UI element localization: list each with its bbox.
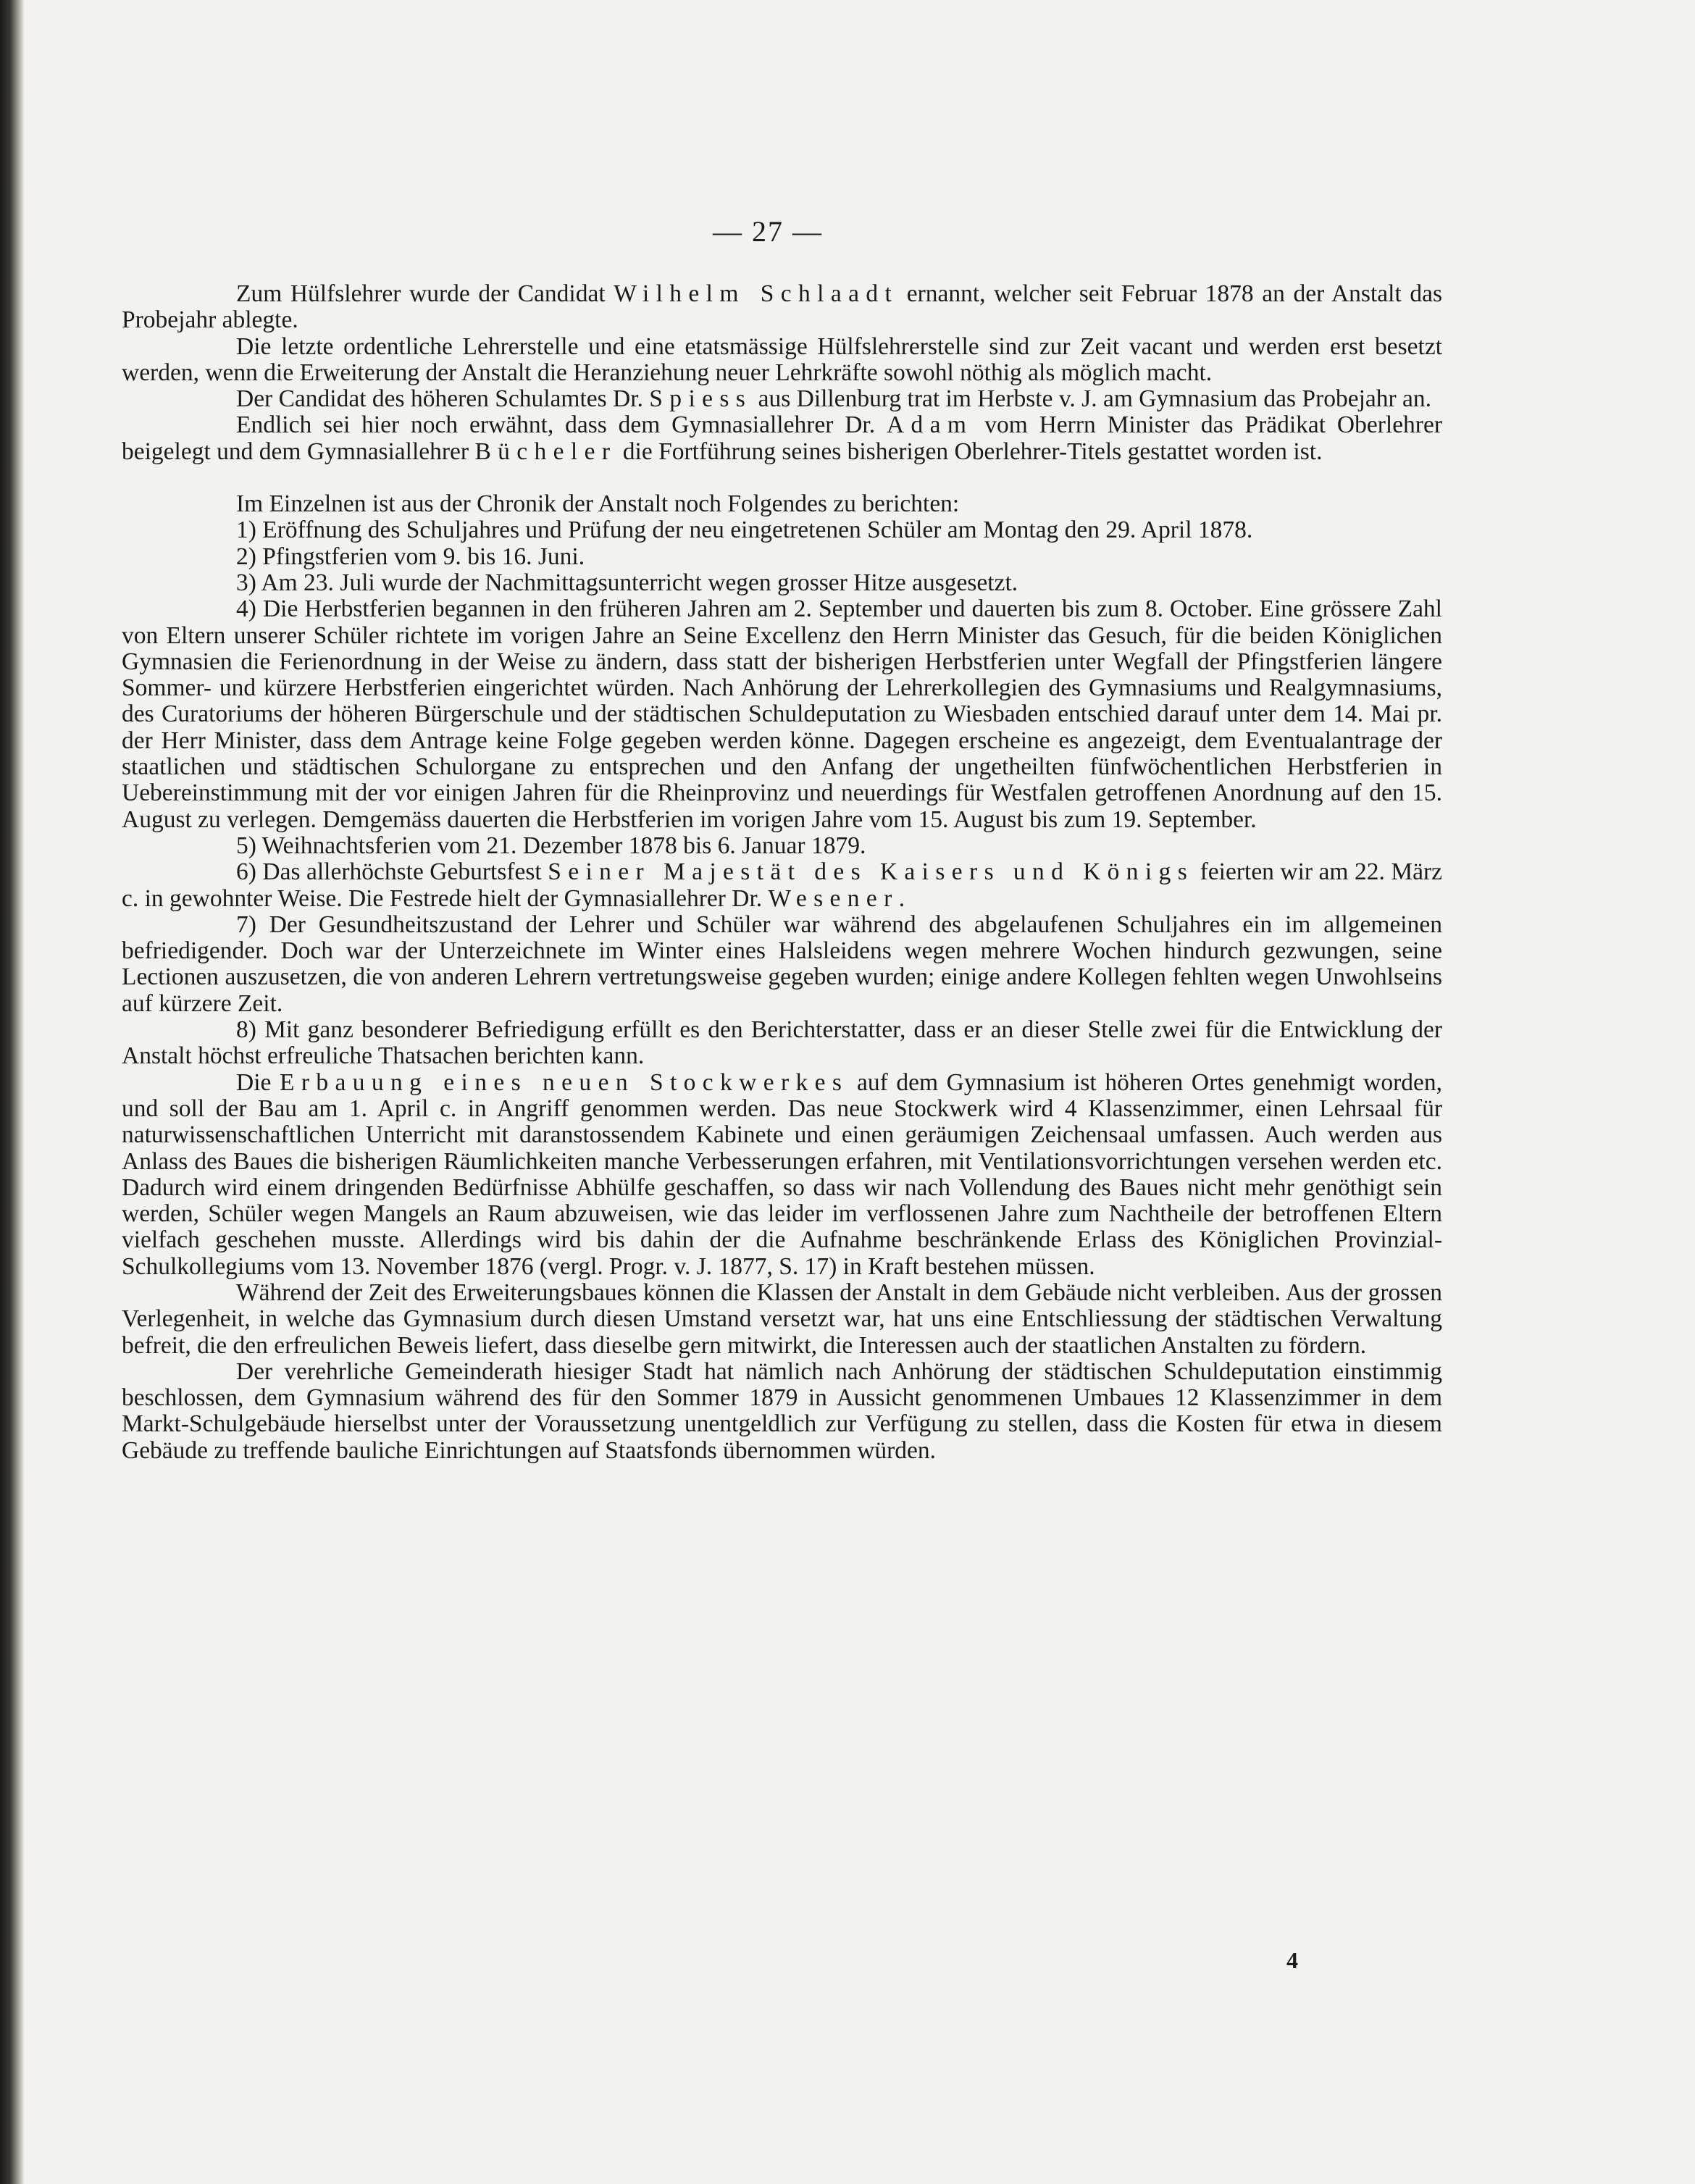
- list-item-3: 3) Am 23. Juli wurde der Nachmittagsunterricht wegen grosser Hitze ausgesetzt.: [236, 569, 1018, 596]
- spaced-name-adam: Adam: [886, 411, 974, 439]
- list-item-8: 8) Mit ganz besonderer Befriedigung erfüllt es den Berichterstatter, dass er an dieser Stelle zwei für die Entwicklung der Anstalt höchst erfreuliche Thatsachen berichten kann.: [122, 1016, 1442, 1070]
- signature-mark: 4: [1286, 1947, 1298, 1973]
- paragraph-adam-buecheler: Endlich sei hier noch erwähnt, dass dem Gymnasiallehrer Dr. Adam vom Herrn Minister das Prädikat Oberlehrer beigelegt und dem Gymnasiallehrer Bücheler die Fortführung seines bisherigen Oberlehrer-Titels gestattet worden ist.: [122, 411, 1442, 465]
- spaced-name-schlaadt: Wilhelm Schlaadt: [614, 280, 899, 307]
- paragraph-teacher-schlaadt: Zum Hülfslehrer wurde der Candidat Wilhelm Schlaadt ernannt, welcher seit Februar 1878 an der Anstalt das Probejahr ablegte.: [122, 280, 1442, 334]
- paragraph-chronicle-intro: Im Einzelnen ist aus der Chronik der Anstalt noch Folgendes zu berichten:: [236, 490, 960, 518]
- page-number-header: — 27 —: [713, 215, 823, 248]
- spaced-phrase-new-storey: Erbauung eines neuen Stockwerkes: [280, 1068, 849, 1096]
- spaced-title-kaiser: Seiner Majestät des Kaisers und Königs: [548, 858, 1194, 886]
- spaced-name-wesener: Wesener: [768, 884, 899, 912]
- paragraph-extension-period: Während der Zeit des Erweiterungsbaues können die Klassen der Anstalt in dem Gebäude nicht verbleiben. Aus der grossen Verlegenheit, in welche das Gymnasium durch diesen Umstand versetzt war, hat uns eine Entschliessung der städtischen Verwaltung befreit, die den erfreulichen Beweis liefert, dass dieselbe gern mitwirkt, die Interessen auch der staatlichen Anstalten zu fördern.: [122, 1279, 1442, 1359]
- list-item-7: 7) Der Gesundheitszustand der Lehrer und Schüler war während des abgelaufenen Schuljahres ein im allgemeinen befriedigender. Doch war der Unterzeichnete im Winter eines Halsleidens wegen mehrere Wochen hindurch gezwungen, seine Lectionen auszusetzen, die von anderen Lehrern vertretungsweise gegeben wurden; einige andere Kollegen fehlten wegen Unwohlseins auf kürzere Zeit.: [122, 911, 1442, 1017]
- spaced-name-spiess: Spiess: [649, 385, 753, 413]
- paragraph-new-storey: Die Erbauung eines neuen Stockwerkes auf dem Gymnasium ist höheren Ortes genehmigt worden, und soll der Bau am 1. April c. in Angriff genommen werden. Das neue Stockwerk wird 4 Klassenzimmer, einen Lehrsaal für naturwissenschaftlichen Unterricht mit daranstossendem Kabinete und einen geräumigen Zeichensaal umfassen. Auch werden aus Anlass des Baues die bisherigen Räumlichkeiten manche Verbesserungen erfahren, mit Ventilationsvorrichtungen versehen werden etc. Dadurch wird einem dringenden Bedürfnisse Abhülfe geschaffen, so dass wir nach Vollendung des Baues nicht mehr genöthigt sein werden, Schüler wegen Mangels an Raum abzuweisen, wie das leider im verflossenen Jahre zum Nachtheile der betroffenen Eltern vielfach geschehen musste. Allerdings wird bis dahin der die Aufnahme beschränkende Erlass des Königlichen Provinzial-Schulkollegiums vom 13. November 1876 (vergl. Progr. v. J. 1877, S. 17) in Kraft bestehen müssen.: [122, 1068, 1442, 1280]
- list-item-5: 5) Weihnachtsferien vom 21. Dezember 1878 bis 6. Januar 1879.: [236, 832, 866, 859]
- book-binding-edge: [0, 0, 25, 2184]
- paragraph-municipal-council: Der verehrliche Gemeinderath hiesiger Stadt hat nämlich nach Anhörung der städtischen Schuldeputation einstimmig beschlossen, dem Gymnasium während des für den Sommer 1879 in Aussicht genommenen Umbaues 12 Klassenzimmer in dem Markt-Schulgebäude hierselbst unter der Voraussetzung unentgeldlich zur Verfügung zu stellen, dass die Kosten für etwa in diesem Gebäude zu treffende bauliche Einrichtungen auf Staatsfonds übernommen würden.: [122, 1357, 1442, 1464]
- paragraph-candidate-spiess: Der Candidat des höheren Schulamtes Dr. Spiess aus Dillenburg trat im Herbste v. J. am Gymnasium das Probejahr an.: [236, 385, 1432, 413]
- body-text: [122, 281, 1442, 1464]
- paragraph-vacant-positions: Die letzte ordentliche Lehrerstelle und eine etatsmässige Hülfslehrerstelle sind zur Zeit vacant und werden erst besetzt werden, wenn die Erweiterung der Anstalt die Heranziehung neuer Lehrkräfte sowohl nöthig als möglich macht.: [122, 332, 1442, 386]
- list-item-1: 1) Eröffnung des Schuljahres und Prüfung der neu eingetretenen Schüler am Montag den 29. April 1878.: [236, 516, 1253, 544]
- list-item-2: 2) Pfingstferien vom 9. bis 16. Juni.: [236, 543, 585, 570]
- list-item-4: 4) Die Herbstferien begannen in den früheren Jahren am 2. September und dauerten bis zum 8. October. Eine grössere Zahl von Eltern unserer Schüler richtete im vorigen Jahre an Seine Excellenz den Herrn Minister das Gesuch, für die beiden Königlichen Gymnasien die Ferienordnung in der Weise zu ändern, dass statt der bisherigen Herbstferien unter Wegfall der Pfingstferien längere Sommer- und kürzere Herbstferien eingerichtet würden. Nach Anhörung der Lehrerkollegien des Gymnasiums und Realgymnasiums, des Curatoriums der höheren Bürgerschule und der städtischen Schuldeputation zu Wiesbaden entschied darauf unter dem 14. Mai pr. der Herr Minister, dass dem Antrage keine Folge gegeben werden könne. Dagegen erscheine es angezeigt, dem Eventualantrage der staatlichen und städtischen Schulorgane zu entsprechen und den Anfang der ungetheilten fünfwöchentlichen Herbstferien in Uebereinstimmung mit der vor einigen Jahren für die Rheinprovinz und neuerdings für Westfalen getroffenen Anordnung auf den 15. August zu verlegen. Demgemäss dauerten die Herbstferien im vorigen Jahre vom 15. August bis zum 19. September.: [122, 595, 1442, 833]
- spaced-name-buecheler: Bücheler: [474, 438, 617, 465]
- list-item-6: 6) Das allerhöchste Geburtsfest Seiner Majestät des Kaisers und Königs feierten wir am 22. März c. in gewohnter Weise. Die Festrede hielt der Gymnasiallehrer Dr. Wesener.: [122, 858, 1443, 912]
